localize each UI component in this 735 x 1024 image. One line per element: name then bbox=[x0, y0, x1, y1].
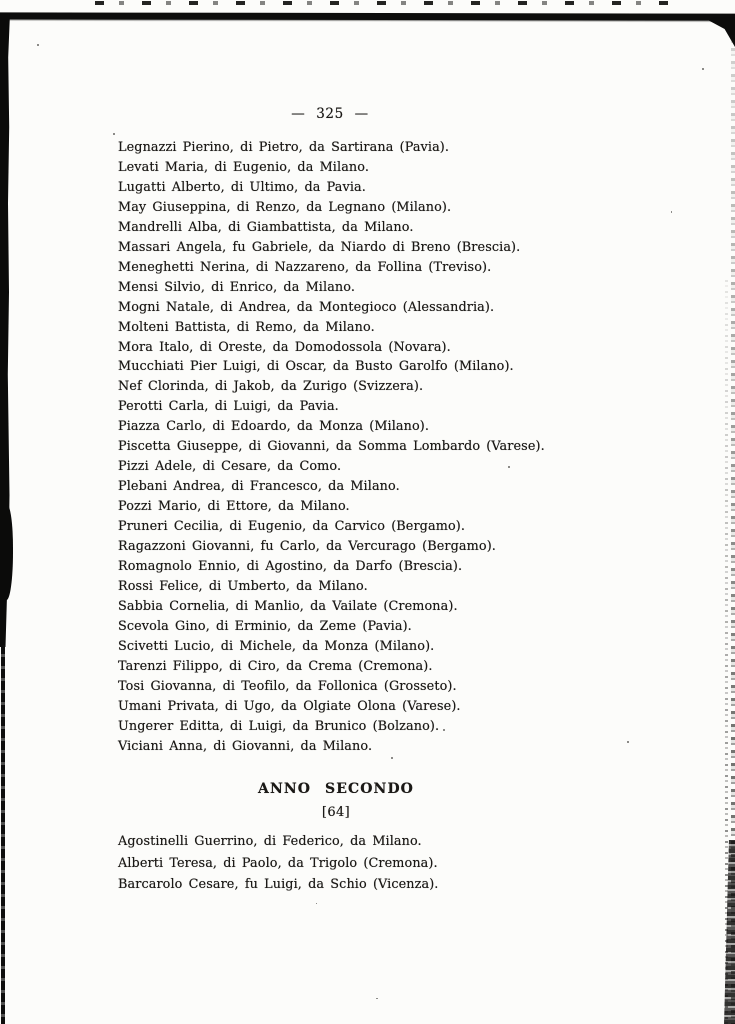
scan-top-perforation bbox=[95, 1, 670, 5]
list-item: Nef Clorinda, di Jakob, da Zurigo (Svizzera). bbox=[118, 379, 424, 395]
list-item: Pruneri Cecilia, di Eugenio, da Carvico (Bergamo). bbox=[118, 519, 466, 535]
list-item: Meneghetti Nerina, di Nazzareno, da Follina (Treviso). bbox=[118, 259, 492, 275]
list-item: Romagnolo Ennio, di Agostino, da Darfo (Brescia). bbox=[118, 559, 463, 575]
list-item: Molteni Battista, di Remo, da Milano. bbox=[118, 319, 375, 335]
ink-speck bbox=[627, 741, 629, 743]
list-item: Mucchiati Pier Luigi, di Oscar, da Busto Garolfo (Milano). bbox=[118, 359, 514, 375]
list-item: Ragazzoni Giovanni, fu Carlo, da Vercurago (Bergamo). bbox=[118, 539, 496, 555]
list-item: Tosi Giovanna, di Teofilo, da Follonica (Grosseto). bbox=[118, 678, 457, 694]
scan-left-edge-lower bbox=[1, 645, 5, 1024]
list-item: Scivetti Lucio, di Michele, da Monza (Milano). bbox=[118, 638, 435, 654]
section-number: [64] bbox=[321, 805, 351, 820]
list-item: Ungerer Editta, di Luigi, da Brunico (Bolzano). bbox=[118, 718, 440, 734]
list-item: Mora Italo, di Oreste, da Domodossola (Novara). bbox=[118, 339, 451, 355]
list-item: Piazza Carlo, di Edoardo, da Monza (Milano). bbox=[118, 419, 430, 435]
ink-speck bbox=[391, 757, 393, 759]
list-item: Alberti Teresa, di Paolo, da Trigolo (Cremona). bbox=[118, 855, 438, 871]
ink-speck bbox=[37, 44, 39, 46]
ink-speck bbox=[316, 903, 317, 904]
list-item: Umani Privata, di Ugo, da Olgiate Olona (Varese). bbox=[118, 698, 461, 714]
list-item: Sabbia Cornelia, di Manlio, da Vailate (Cremona). bbox=[118, 598, 458, 614]
list-item: Mogni Natale, di Andrea, da Montegioco (Alessandria). bbox=[118, 299, 495, 315]
list-item: Agostinelli Guerrino, di Federico, da Milano. bbox=[118, 834, 422, 849]
list-item: Rossi Felice, di Umberto, da Milano. bbox=[118, 578, 368, 594]
student-roster-year-two bbox=[118, 831, 438, 896]
section-heading: ANNO SECONDO bbox=[258, 781, 414, 797]
scan-top-edge bbox=[0, 12, 735, 20]
list-item: Viciani Anna, di Giovanni, da Milano. bbox=[118, 738, 373, 754]
list-item: Scevola Gino, di Erminio, da Zeme (Pavia). bbox=[118, 618, 412, 634]
ink-speck bbox=[671, 211, 672, 213]
ink-speck bbox=[113, 133, 115, 135]
list-item: Levati Maria, di Eugenio, da Milano. bbox=[118, 159, 370, 175]
list-item: Lugatti Alberto, di Ultimo, da Pavia. bbox=[118, 179, 366, 195]
ink-speck bbox=[376, 998, 378, 999]
list-item: Perotti Carla, di Luigi, da Pavia. bbox=[118, 399, 339, 415]
list-item: Legnazzi Pierino, di Pietro, da Sartirana (Pavia). bbox=[118, 140, 450, 155]
student-roster-year-one bbox=[118, 138, 545, 757]
list-item: Tarenzi Filippo, di Ciro, da Crema (Cremona). bbox=[118, 658, 433, 674]
scan-left-edge-bulge bbox=[0, 505, 13, 600]
list-item: Piscetta Giuseppe, di Giovanni, da Somma Lombardo (Varese). bbox=[118, 439, 545, 455]
list-item: Mensi Silvio, di Enrico, da Milano. bbox=[118, 279, 356, 295]
list-item: Barcarolo Cesare, fu Luigi, da Schio (Vicenza). bbox=[118, 877, 439, 893]
list-item: Massari Angela, fu Gabriele, da Niardo di Breno (Brescia). bbox=[118, 239, 521, 255]
list-item: May Giuseppina, di Renzo, da Legnano (Milano). bbox=[118, 199, 452, 215]
list-item: Pizzi Adele, di Cesare, da Como. bbox=[118, 459, 342, 475]
list-item: Mandrelli Alba, di Giambattista, da Milano. bbox=[118, 219, 414, 235]
list-item: Plebani Andrea, di Francesco, da Milano. bbox=[118, 479, 400, 495]
list-item: Pozzi Mario, di Ettore, da Milano. bbox=[118, 499, 350, 515]
page-number: — 325 — bbox=[291, 106, 369, 122]
ink-speck bbox=[702, 68, 704, 70]
